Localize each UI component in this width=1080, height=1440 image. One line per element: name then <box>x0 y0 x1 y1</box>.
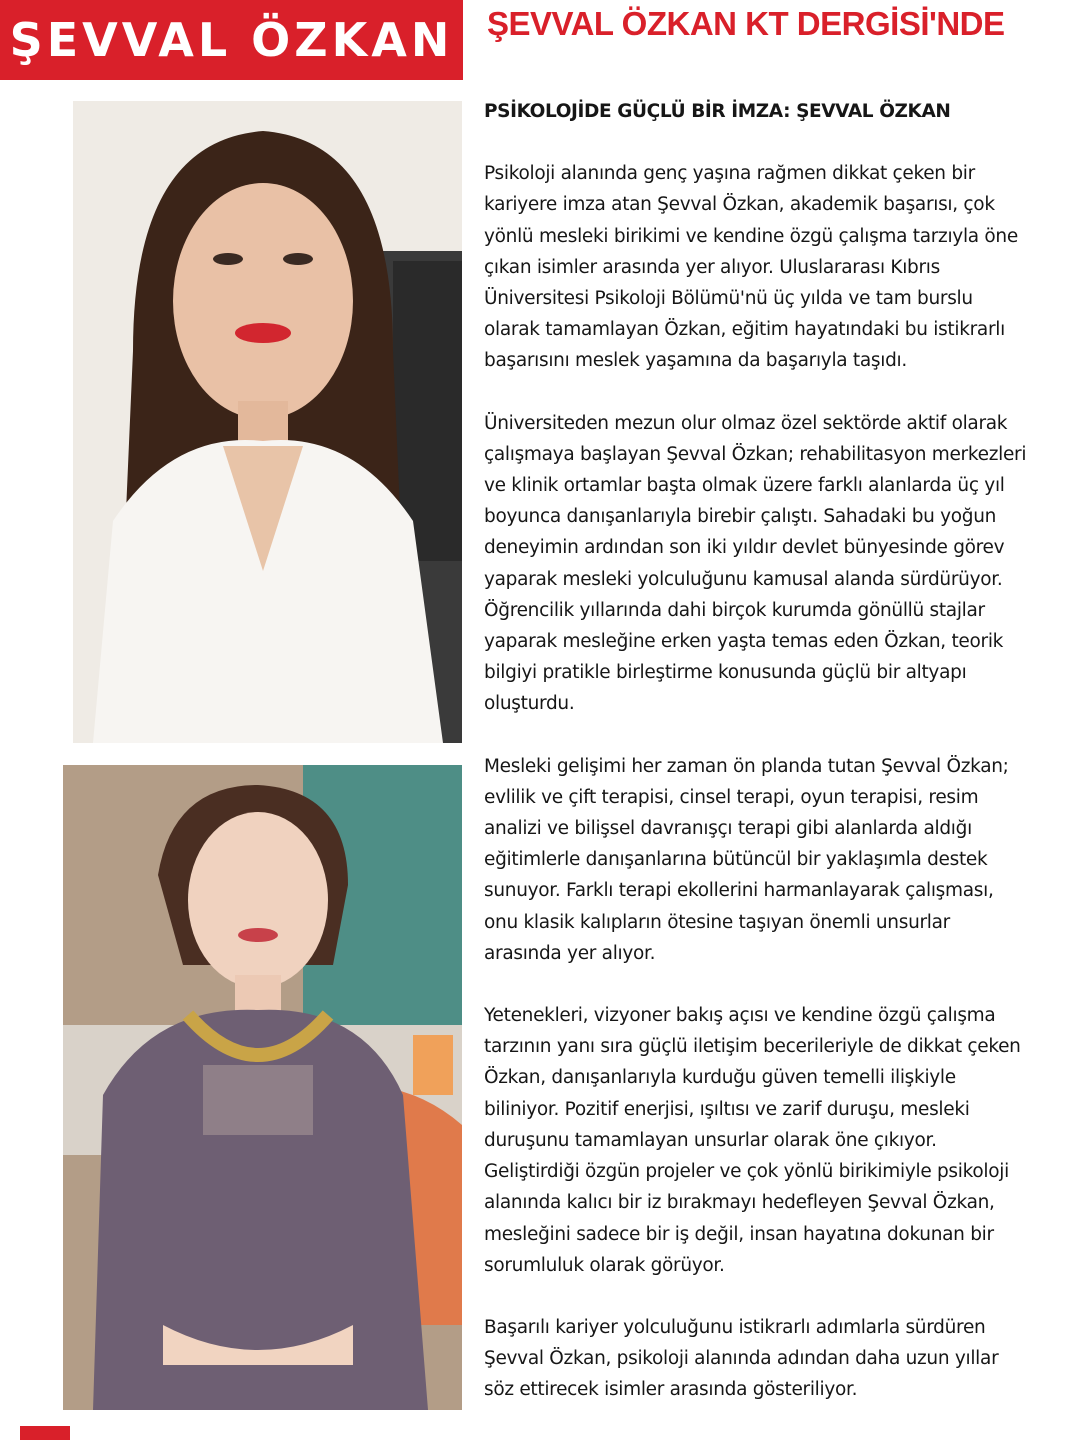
name-banner-text: ŞEVVAL ÖZKAN <box>9 13 454 67</box>
portrait-illustration-bottom <box>63 765 462 1410</box>
article-paragraph: Üniversiteden mezun olur olmaz özel sektörde aktif olarak çalışmaya başlayan Şevval Özkan; rehabilitasyon merkezleri ve klinik ortamlar başta olmak üzere farklı alanlarda üç yıl boyunca danışanlarıyla birebir çalıştı. Sahadaki bu yoğun deneyimin ardından son iki yıldır devlet bünyesinde görev yaparak mesleki yolculuğunu kamusal alanda sürdürüyor. Öğrencilik yıllarında dahi birçok kurumda gönüllü stajlar yaparak mesleğine erken yaşta temas eden Özkan, teorik bilgiyi pratikle birleştirme konusunda güçlü bir altyapı oluşturdu. <box>484 412 1027 715</box>
article-body <box>484 96 1029 1437</box>
article-subtitle: PSİKOLOJİDE GÜÇLÜ BİR İMZA: ŞEVVAL ÖZKAN <box>484 101 951 122</box>
article-paragraph: Başarılı kariyer yolculuğunu istikrarlı adımlarla sürdüren Şevval Özkan, psikoloji alanında adından daha uzun yıllar söz ettirecek isimler arasında gösteriliyor. <box>484 1316 999 1401</box>
page-corner-mark <box>20 1426 70 1440</box>
portrait-photo-top <box>73 101 462 743</box>
portrait-photo-bottom <box>63 765 462 1410</box>
article-paragraph: Mesleki gelişimi her zaman ön planda tutan Şevval Özkan; evlilik ve çift terapisi, cinsel terapi, oyun terapisi, resim analizi ve bilişsel davranışçı terapi gibi alanlarda aldığı eğitimlerle danışanlarına bütüncül bir yaklaşımla destek sunuyor. Farklı terapi ekollerini harmanlayarak çalışması, onu klasik kalıpların ötesine taşıyan önemli unsurlar arasında yer alıyor. <box>484 755 1009 964</box>
article-paragraph: Yetenekleri, vizyoner bakış açısı ve kendine özgü çalışma tarzının yanı sıra güçlü iletişim becerileriyle de dikkat çeken Özkan, danışanlarıyla kurduğu güven temelli ilişkiyle biliniyor. Pozitif enerjisi, ışıltısı ve zarif duruşu, mesleki duruşunu tamamlayan unsurlar olarak öne çıkıyor. Geliştirdiği özgün projeler ve çok yönlü birikimiyle psikoloji alanında kalıcı bir iz bırakmayı hedefleyen Şevval Özkan, mesleğini sadece bir iş değil, insan hayatına dokunan bir sorumluluk olarak görüyor. <box>484 1005 1021 1276</box>
article-headline: ŞEVVAL ÖZKAN KT DERGİSİ'NDE <box>487 5 1005 42</box>
article-paragraph: Psikoloji alanında genç yaşına rağmen dikkat çeken bir kariyere imza atan Şevval Özkan, akademik başarısı, çok yönlü mesleki birikimi ve kendine özgü çalışma tarzıyla öne çıkan isimler arasında yer alıyor. Uluslararası Kıbrıs Üniversitesi Psikoloji Bölümü'nü üç yılda ve tam burslu olarak tamamlayan Özkan, eğitim hayatındaki bu istikrarlı başarısını meslek yaşamına da başarıyla taşıdı. <box>484 163 1018 372</box>
portrait-illustration-top <box>73 101 462 743</box>
name-banner <box>0 0 463 80</box>
